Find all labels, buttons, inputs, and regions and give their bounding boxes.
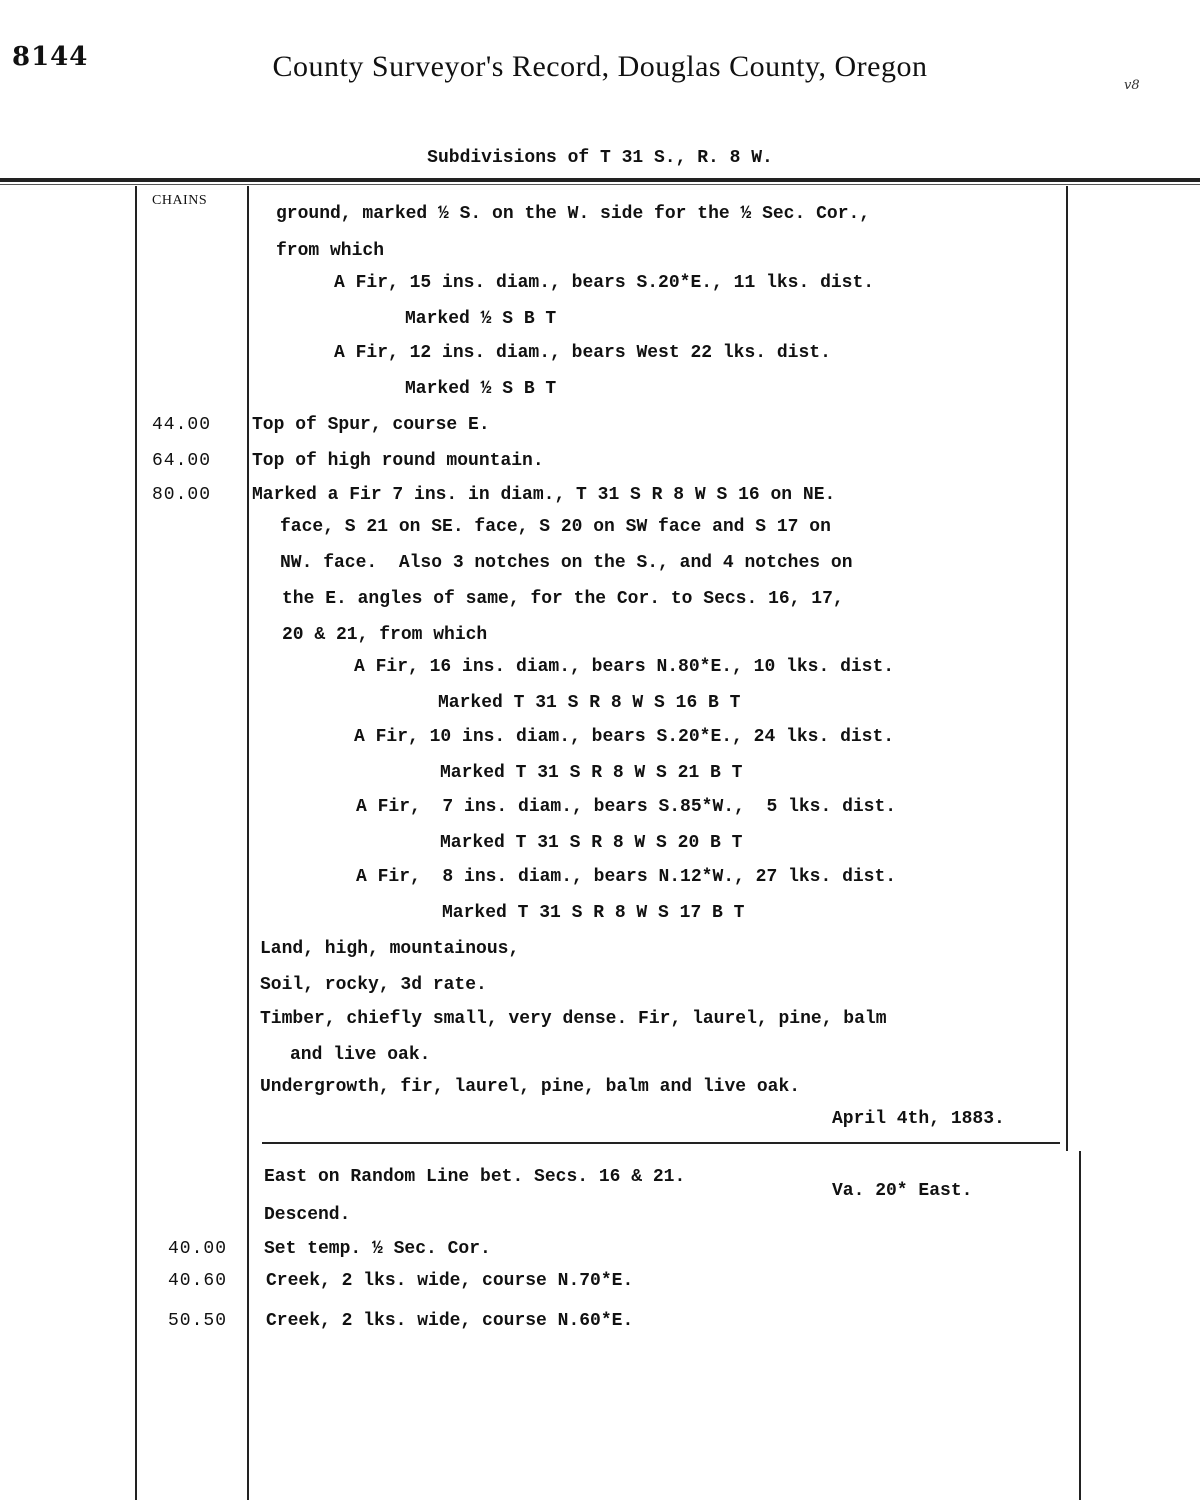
- note-line: and live oak.: [290, 1045, 431, 1065]
- section-divider: [262, 1142, 1060, 1144]
- chain-distance: 50.50: [168, 1311, 228, 1331]
- note-line: A Fir, 12 ins. diam., bears West 22 lks. dist.: [334, 343, 831, 363]
- column-rule-left: [135, 186, 137, 1500]
- note-line: East on Random Line bet. Secs. 16 & 21.: [264, 1167, 686, 1187]
- note-line: April 4th, 1883.: [832, 1109, 1005, 1129]
- column-rule-chains: [247, 186, 249, 1500]
- note-line: Creek, 2 lks. wide, course N.60*E.: [266, 1311, 634, 1331]
- page-title: County Surveyor's Record, Douglas County, Oregon: [272, 50, 928, 83]
- note-line: Timber, chiefly small, very dense. Fir, laurel, pine, balm: [260, 1009, 887, 1029]
- chain-distance: 44.00: [152, 415, 212, 435]
- margin-annotation: v8: [1124, 78, 1140, 93]
- note-line: A Fir, 8 ins. diam., bears N.12*W., 27 lks. dist.: [356, 867, 897, 887]
- note-line: A Fir, 15 ins. diam., bears S.20*E., 11 lks. dist.: [334, 273, 875, 293]
- note-line: ground, marked ½ S. on the W. side for the ½ Sec. Cor.,: [276, 204, 871, 224]
- note-line: Descend.: [264, 1205, 351, 1225]
- note-line: from which: [276, 241, 385, 261]
- chain-distance: 40.60: [168, 1271, 228, 1291]
- column-rule-right-lower: [1079, 1151, 1081, 1500]
- note-line: Marked ½ S B T: [405, 309, 557, 329]
- note-line: Marked a Fir 7 ins. in diam., T 31 S R 8 W S 16 on NE.: [252, 485, 836, 505]
- note-line: A Fir, 7 ins. diam., bears S.85*W., 5 lks. dist.: [356, 797, 897, 817]
- note-line: Top of high round mountain.: [252, 451, 544, 471]
- note-line: Marked ½ S B T: [405, 379, 557, 399]
- chain-distance: 40.00: [168, 1239, 228, 1259]
- note-line: Set temp. ½ Sec. Cor.: [264, 1239, 491, 1259]
- chains-column-header: CHAINS: [152, 193, 208, 208]
- note-line: 20 & 21, from which: [282, 625, 488, 645]
- header-rule: [0, 178, 1200, 182]
- chain-distance: 64.00: [152, 451, 212, 471]
- note-line: A Fir, 10 ins. diam., bears S.20*E., 24 lks. dist.: [354, 727, 895, 747]
- note-line: Va. 20* East.: [832, 1181, 973, 1201]
- header-rule-thin: [0, 184, 1200, 185]
- page-number: 8144: [12, 42, 89, 72]
- note-line: Soil, rocky, 3d rate.: [260, 975, 487, 995]
- note-line: Marked T 31 S R 8 W S 17 B T: [442, 903, 745, 923]
- chain-distance: 80.00: [152, 485, 212, 505]
- note-line: Land, high, mountainous,: [260, 939, 520, 959]
- note-line: face, S 21 on SE. face, S 20 on SW face and S 17 on: [280, 517, 831, 537]
- note-line: Marked T 31 S R 8 W S 16 B T: [438, 693, 741, 713]
- note-line: NW. face. Also 3 notches on the S., and 4 notches on: [280, 553, 853, 573]
- note-line: Top of Spur, course E.: [252, 415, 490, 435]
- page-subtitle: Subdivisions of T 31 S., R. 8 W.: [427, 148, 773, 168]
- note-line: A Fir, 16 ins. diam., bears N.80*E., 10 lks. dist.: [354, 657, 895, 677]
- note-line: Marked T 31 S R 8 W S 21 B T: [440, 763, 743, 783]
- note-line: Creek, 2 lks. wide, course N.70*E.: [266, 1271, 634, 1291]
- note-line: the E. angles of same, for the Cor. to Secs. 16, 17,: [282, 589, 844, 609]
- note-line: Undergrowth, fir, laurel, pine, balm and live oak.: [260, 1077, 801, 1097]
- note-line: Marked T 31 S R 8 W S 20 B T: [440, 833, 743, 853]
- column-rule-right: [1066, 186, 1068, 1151]
